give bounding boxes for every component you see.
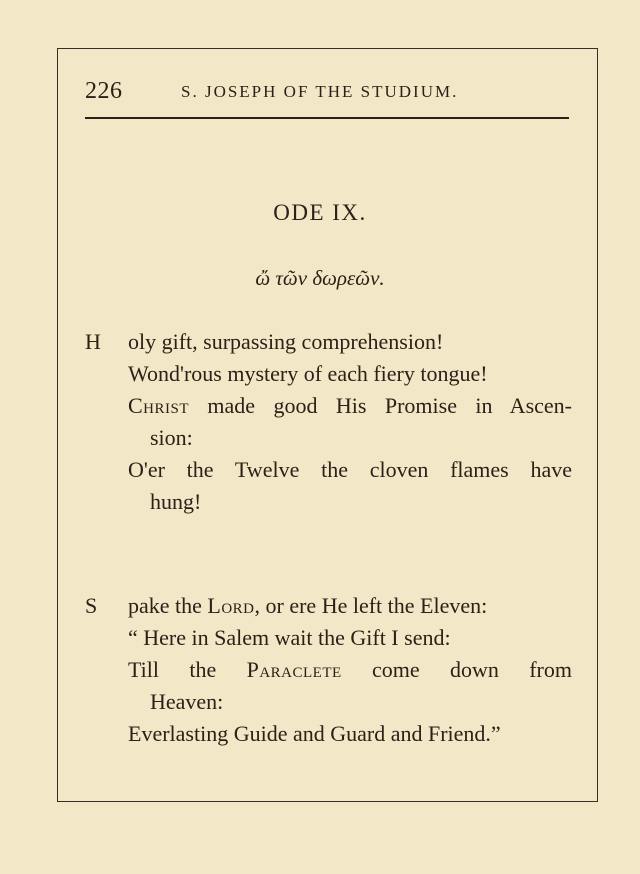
line-text: Everlasting Guide and Guard and Friend.” xyxy=(128,721,501,746)
running-head: S. JOSEPH OF THE STUDIUM. xyxy=(181,82,459,101)
stanza-line xyxy=(85,454,572,486)
small-caps-word: Christ xyxy=(128,393,190,418)
stanza-2 xyxy=(85,590,572,750)
line-text: made good His Promise in Ascen- xyxy=(189,393,572,418)
stanza-line xyxy=(85,590,572,622)
drop-initial: H xyxy=(85,329,101,354)
drop-initial: S xyxy=(85,593,98,618)
line-text: come down from xyxy=(341,657,573,682)
line-text: sion: xyxy=(150,425,193,450)
stanza-line xyxy=(85,358,572,390)
small-caps-word: Lord xyxy=(207,593,255,618)
stanza-line xyxy=(85,686,572,718)
line-text: pake the xyxy=(128,593,208,618)
line-text: Wond'rous mystery of each fiery tongue! xyxy=(128,361,488,386)
line-text: hung! xyxy=(150,489,202,514)
greek-subtitle: ὤ τῶν δωρεῶν. xyxy=(255,266,385,290)
small-caps-word: Paraclete xyxy=(246,657,342,682)
stanza-line xyxy=(85,622,572,654)
ode-title: ODE IX. xyxy=(273,200,367,225)
line-text: Till the xyxy=(128,657,247,682)
header-rule xyxy=(85,117,569,119)
line-text: , or ere He left the Eleven: xyxy=(254,593,488,618)
page-number: 226 xyxy=(85,78,123,104)
stanza-line xyxy=(85,422,572,454)
line-text: O'er the Twelve the cloven flames have xyxy=(128,457,572,482)
stanza-line xyxy=(85,390,572,422)
line-text: “ Here in Salem wait the Gift I send: xyxy=(128,625,451,650)
line-text: Heaven: xyxy=(150,689,224,714)
stanza-1 xyxy=(85,326,572,518)
stanza-line xyxy=(85,326,572,358)
stanza-line xyxy=(85,654,572,686)
line-text: oly gift, surpassing comprehension! xyxy=(128,329,444,354)
stanza-line xyxy=(85,718,572,750)
stanza-line xyxy=(85,486,572,518)
page-header xyxy=(85,78,569,108)
